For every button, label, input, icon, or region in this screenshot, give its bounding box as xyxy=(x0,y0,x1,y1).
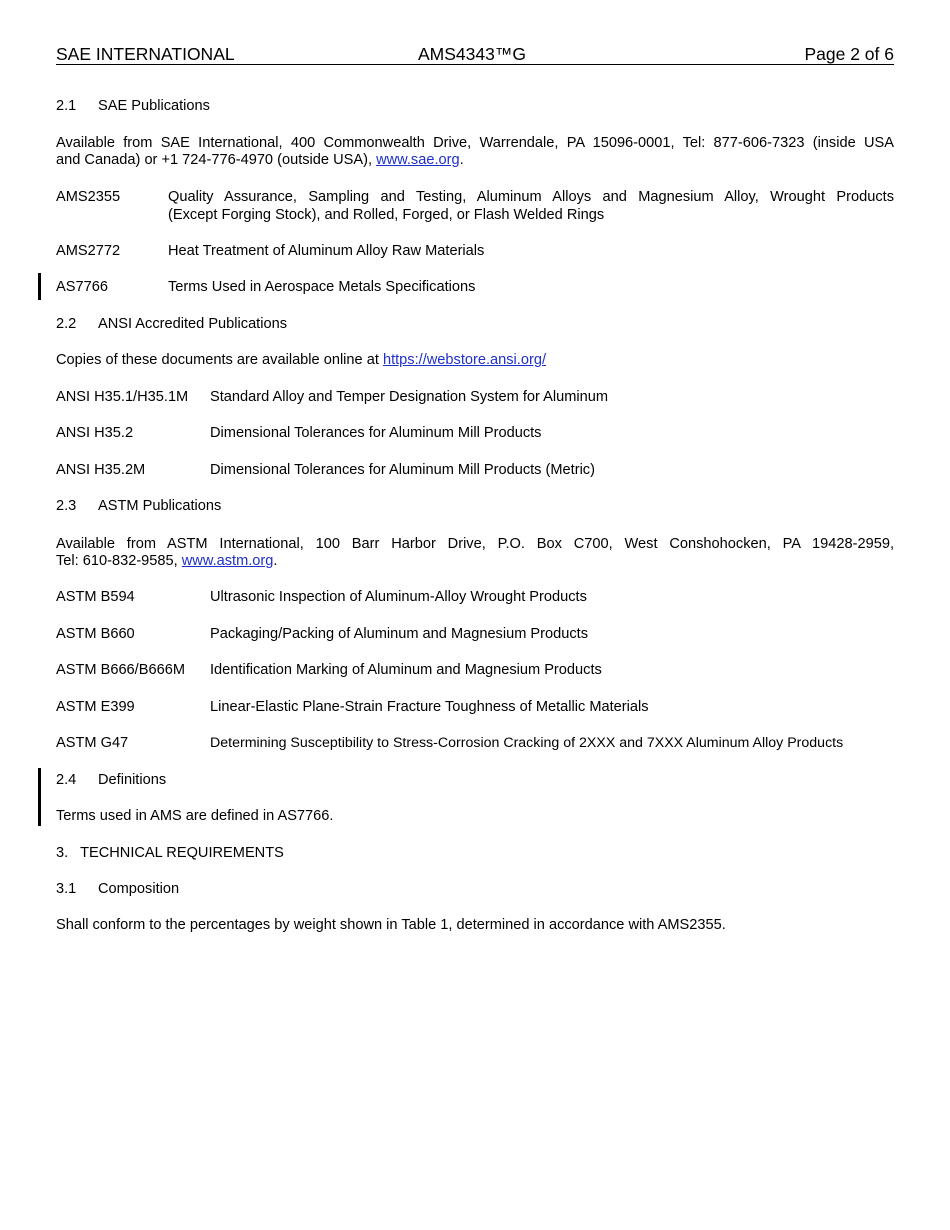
ref-code: ASTM G47 xyxy=(56,735,129,751)
ref-desc: Linear-Elastic Plane-Strain Fracture Toughness of Metallic Materials xyxy=(210,699,649,715)
ansi-webstore-link[interactable]: https://webstore.ansi.org/ xyxy=(382,352,546,368)
section-title: Definitions xyxy=(98,772,167,788)
ref-code: ASTM B594 xyxy=(56,589,135,605)
section-title: SAE Publications xyxy=(98,98,210,114)
header-page-number: Page 2 of 6 xyxy=(804,44,894,64)
section-number: 2.3 xyxy=(56,498,77,514)
ref-code: ASTM B660 xyxy=(56,626,135,642)
ref-desc: Identification Marking of Aluminum and Magnesium Products xyxy=(210,662,602,678)
section-title: Composition xyxy=(98,881,180,897)
section-number: 2.2 xyxy=(56,316,77,332)
section-title: ANSI Accredited Publications xyxy=(98,316,288,332)
sae-address-line-1: Available from SAE International, 400 Commonwealth Drive, Warrendale, PA 15096-0001, Tel: 877-606-7323 (inside USA xyxy=(56,135,894,151)
section-2-2-heading xyxy=(56,316,287,332)
ref-desc: Determining Susceptibility to Stress-Corrosion Cracking of 2XXX and 7XXX Aluminum Alloy Products xyxy=(210,735,844,751)
ref-desc: Ultrasonic Inspection of Aluminum-Alloy Wrought Products xyxy=(210,589,587,605)
ref-code: ASTM E399 xyxy=(56,699,135,715)
astm-address-line-2 xyxy=(56,553,277,569)
section-2-4-heading xyxy=(56,772,166,788)
ref-desc: Packaging/Packing of Aluminum and Magnesium Products xyxy=(210,626,589,642)
ref-desc: Dimensional Tolerances for Aluminum Mill Products (Metric) xyxy=(210,462,595,478)
section-number: 2.4 xyxy=(56,772,77,788)
header-org: SAE INTERNATIONAL xyxy=(56,44,235,64)
section-number: 2.1 xyxy=(56,98,77,114)
ref-desc: Heat Treatment of Aluminum Alloy Raw Materials xyxy=(168,243,485,259)
section-2-1-heading xyxy=(56,98,210,114)
astm-website-link[interactable]: www.astm.org xyxy=(181,553,274,569)
sae-address-period: . xyxy=(459,152,464,168)
ref-code: ANSI H35.2M xyxy=(56,462,146,478)
page-header xyxy=(56,44,894,65)
revision-bar xyxy=(38,273,41,300)
header-doc-id: AMS4343™G xyxy=(418,44,526,64)
ansi-intro-text: Copies of these documents are available online at xyxy=(56,352,383,368)
astm-address-text: Tel: 610-832-9585, xyxy=(56,553,182,569)
revision-bar xyxy=(38,768,41,826)
ref-code: AS7766 xyxy=(56,279,108,295)
section-2-3-heading xyxy=(56,498,221,514)
ref-code: AMS2772 xyxy=(56,243,121,259)
astm-address-line-1: Available from ASTM International, 100 Barr Harbor Drive, P.O. Box C700, West Conshohocken, PA 19428-2959, xyxy=(56,536,894,552)
ansi-intro xyxy=(56,352,546,368)
composition-text: Shall conform to the percentages by weight shown in Table 1, determined in accordance with AMS2355. xyxy=(56,917,726,933)
section-title: ASTM Publications xyxy=(98,498,222,514)
section-3-heading: 3. TECHNICAL REQUIREMENTS xyxy=(56,845,284,861)
ref-desc: Dimensional Tolerances for Aluminum Mill Products xyxy=(210,425,542,441)
ref-desc-cont: (Except Forging Stock), and Rolled, Forged, or Flash Welded Rings xyxy=(168,207,605,223)
ref-code: ANSI H35.1/H35.1M xyxy=(56,389,189,405)
ref-code: ANSI H35.2 xyxy=(56,425,134,441)
definitions-text: Terms used in AMS are defined in AS7766. xyxy=(56,808,334,824)
sae-website-link[interactable]: www.sae.org xyxy=(376,152,460,168)
section-3-1-heading xyxy=(56,881,179,897)
ref-code: ASTM B666/B666M xyxy=(56,662,185,678)
ref-desc: Standard Alloy and Temper Designation System for Aluminum xyxy=(210,389,609,405)
ref-desc: Quality Assurance, Sampling and Testing, Aluminum Alloys and Magnesium Alloy, Wrought Products xyxy=(168,189,894,205)
sae-address-text: and Canada) or +1 724-776-4970 (outside USA), xyxy=(56,152,377,168)
astm-address-period: . xyxy=(273,553,278,569)
sae-address-line-2 xyxy=(56,152,464,168)
section-number: 3.1 xyxy=(56,881,77,897)
ref-desc: Terms Used in Aerospace Metals Specifications xyxy=(168,279,476,295)
ref-code: AMS2355 xyxy=(56,189,121,205)
